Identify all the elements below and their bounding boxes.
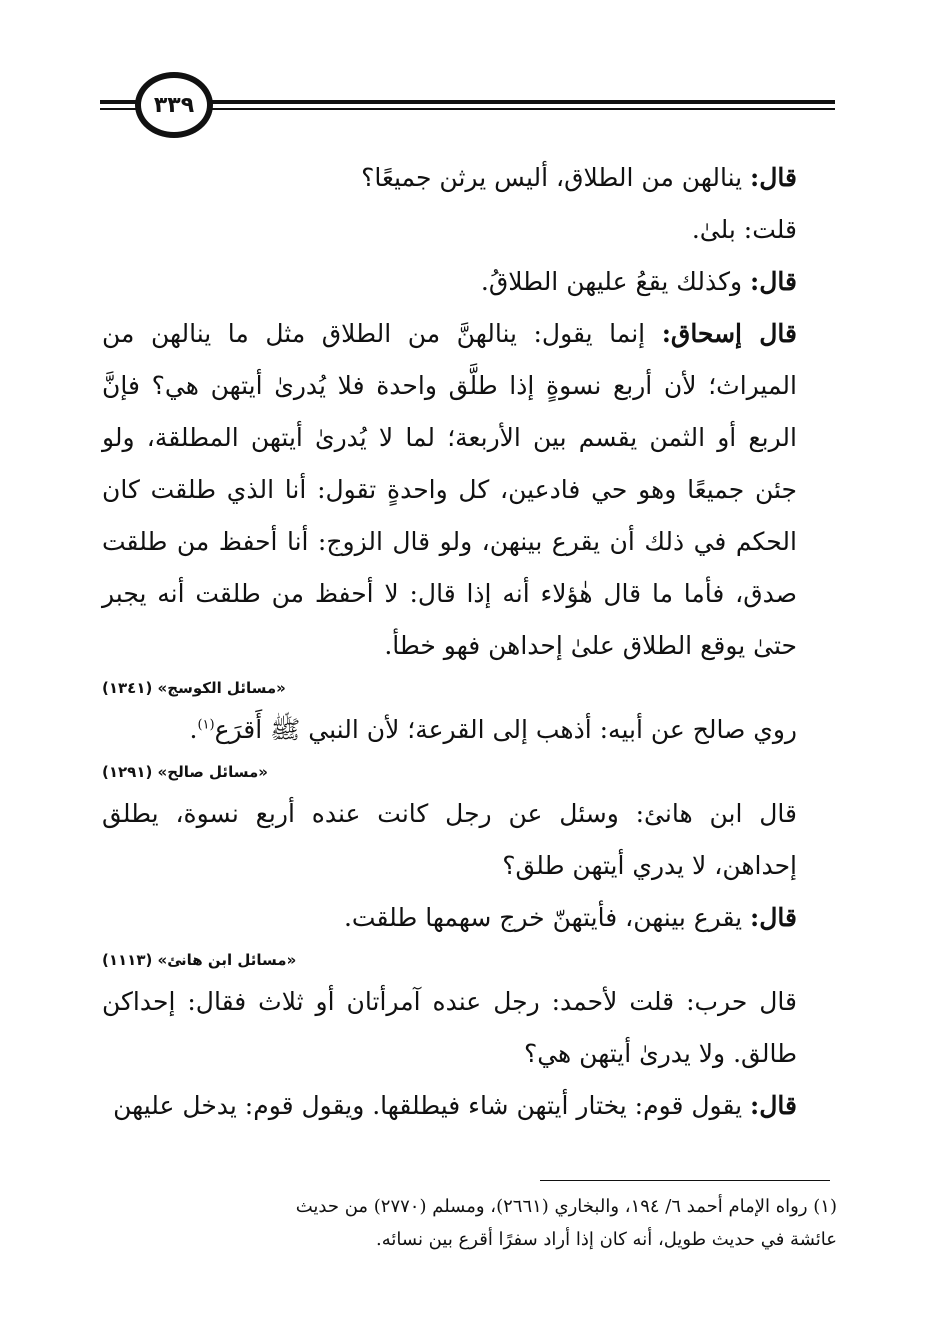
paragraph-text: إنما يقول: ينالهنَّ من الطلاق مثل ما ينالهن من الميراث؛ لأن أربع نسوةٍ إذا طلَّق واحدة فلا يُدرىٰ أيتهن هي؟ فإنَّ الربع أو الثمن يقسم بين الأربعة؛ لما لا يُدرىٰ أيتهن المطلقة، ولو جئن جميعًا وهو حي فادعين، كل واحدةٍ تقول: أنا الذي طلقت كان الحكم في ذلك أن يقرع بينهن، ولو قال الزوج: أنا أحفظ من طلقت صدق، فأما ما قال هٰؤلاء أنه إذا قال: لا أحفظ من طلقت أنه يجبر حتىٰ يوقع الطلاق علىٰ إحداهن فهو خطأ. bbox=[102, 319, 797, 660]
paragraph bbox=[102, 308, 837, 672]
speaker-label: قال: bbox=[750, 903, 797, 932]
paragraph-text: ينالهن من الطلاق، أليس يرثن جميعًا؟ bbox=[361, 163, 751, 192]
page-number: ٣٣٩ bbox=[153, 92, 195, 118]
main-text bbox=[102, 152, 837, 1132]
source-citation: «مسائل الكوسج» (١٣٤١) bbox=[102, 679, 286, 697]
paragraph bbox=[102, 788, 837, 892]
paragraph-text: روي صالح عن أبيه: أذهب إلى القرعة؛ لأن النبي ﷺ أَقرَع bbox=[214, 715, 797, 744]
page-header bbox=[100, 70, 835, 140]
source-citation: «مسائل ابن هانئ» (١١١٣) bbox=[102, 951, 297, 969]
speaker-label: قال: bbox=[750, 267, 797, 296]
paragraph-text: يقرع بينهن، فأيتهنّ خرج سهمها طلقت. bbox=[343, 903, 751, 932]
paragraph-text: قال ابن هانئ: وسئل عن رجل كانت عنده أربع نسوة، يطلق إحداهن، لا يدري أيتهن طلق؟ bbox=[102, 799, 797, 880]
paragraph bbox=[102, 892, 837, 944]
paragraph bbox=[102, 1080, 837, 1132]
paragraph-text: وكذلك يقعُ عليهن الطلاقُ. bbox=[480, 267, 751, 296]
paragraph bbox=[102, 976, 837, 1080]
speaker-label: قال إسحاق: bbox=[661, 319, 797, 348]
footnote-line: عائشة في حديث طويل، أنه كان إذا أراد سفرًا أقرع بين نسائه. bbox=[376, 1229, 837, 1250]
footnote bbox=[102, 1190, 837, 1256]
source-citation: «مسائل صالح» (١٢٩١) bbox=[102, 763, 268, 781]
paragraph-text: يقول قوم: يختار أيتهن شاء فيطلقها. ويقول قوم: يدخل عليهن bbox=[113, 1091, 751, 1120]
paragraph bbox=[102, 704, 837, 756]
speaker-label: قال: bbox=[750, 163, 797, 192]
paragraph-text: قال حرب: قلت لأحمد: رجل عنده آمرأتان أو ثلاث فقال: إحداكن طالق. ولا يدرىٰ أيتهن هي؟ bbox=[102, 987, 797, 1068]
footnote-divider bbox=[540, 1180, 830, 1181]
speaker-label: قال: bbox=[750, 1091, 797, 1120]
paragraph bbox=[102, 152, 837, 204]
paragraph-end: . bbox=[189, 715, 198, 744]
paragraph bbox=[102, 204, 837, 256]
page-number-ring bbox=[135, 72, 213, 138]
footnote-line: (١) رواه الإمام أحمد ٦/ ١٩٤، والبخاري (٢٦٦١)، ومسلم (٢٧٧٠) من حديث bbox=[295, 1196, 837, 1217]
paragraph-text: قلت: بلىٰ. bbox=[691, 215, 797, 244]
footnote-marker[interactable]: (١) bbox=[197, 717, 215, 733]
paragraph bbox=[102, 256, 837, 308]
